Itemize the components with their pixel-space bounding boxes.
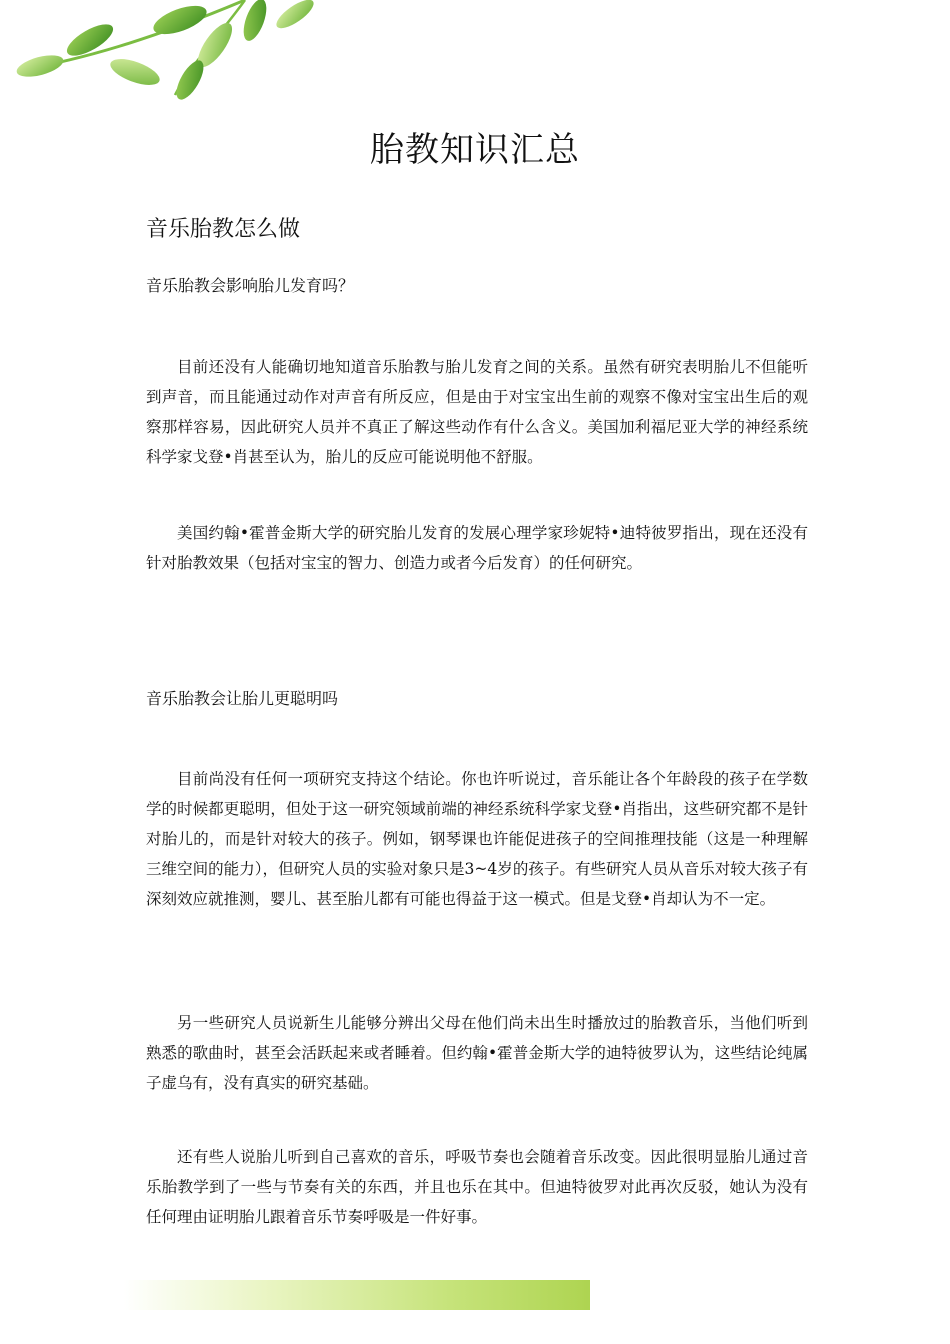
footer-gradient-bar <box>124 1280 590 1310</box>
leaf-vine-icon <box>0 0 330 110</box>
section-heading: 音乐胎教怎么做 <box>146 217 301 242</box>
paragraph-5: 还有些人说胎儿听到自己喜欢的音乐，呼吸节奏也会随着音乐改变。因此很明显胎儿通过音乐胎教学到了一些与节奏有关的东西，并且也乐在其中。但迪特彼罗对此再次反驳，她认为没有任何理由证明胎儿跟着音乐节奏呼吸是一件好事。 <box>146 1148 808 1226</box>
question-heading-1: 音乐胎教会影响胎儿发育吗？ <box>146 276 355 295</box>
paragraph-2: 美国约翰•霍普金斯大学的研究胎儿发育的发展心理学家珍妮特•迪特彼罗指出，现在还没有针对胎教效果（包括对宝宝的智力、创造力或者今后发育）的任何研究。 <box>146 524 808 572</box>
paragraph-3: 目前尚没有任何一项研究支持这个结论。你也许听说过，音乐能让各个年龄段的孩子在学数学的时候都更聪明，但处于这一研究领域前端的神经系统科学家戈登•肖指出，这些研究都不是针对胎儿的，而是针对较大的孩子。例如，钢琴课也许能促进孩子的空间推理技能（这是一种理解三维空间的能力），但研究人员的实验对象只是3~4岁的孩子。有些研究人员从音乐对较大孩子有深刻效应就推测，婴儿、甚至胎儿都有可能也得益于这一模式。但是戈登•肖却认为不一定。 <box>146 770 808 908</box>
page-title: 胎教知识汇总 <box>370 130 580 170</box>
question-heading-2: 音乐胎教会让胎儿更聪明吗 <box>146 689 339 708</box>
paragraph-1: 目前还没有人能确切地知道音乐胎教与胎儿发育之间的关系。虽然有研究表明胎儿不但能听到声音，而且能通过动作对声音有所反应，但是由于对宝宝出生前的观察不像对宝宝出生后的观察那样容易，因此研究人员并不真正了解这些动作有什么含义。美国加利福尼亚大学的神经系统科学家戈登•肖甚至认为，胎儿的反应可能说明他不舒服。 <box>146 358 808 466</box>
paragraph-4: 另一些研究人员说新生儿能够分辨出父母在他们尚未出生时播放过的胎教音乐，当他们听到熟悉的歌曲时，甚至会活跃起来或者睡着。但约翰•霍普金斯大学的迪特彼罗认为，这些结论纯属子虚乌有，没有真实的研究基础。 <box>146 1014 808 1092</box>
